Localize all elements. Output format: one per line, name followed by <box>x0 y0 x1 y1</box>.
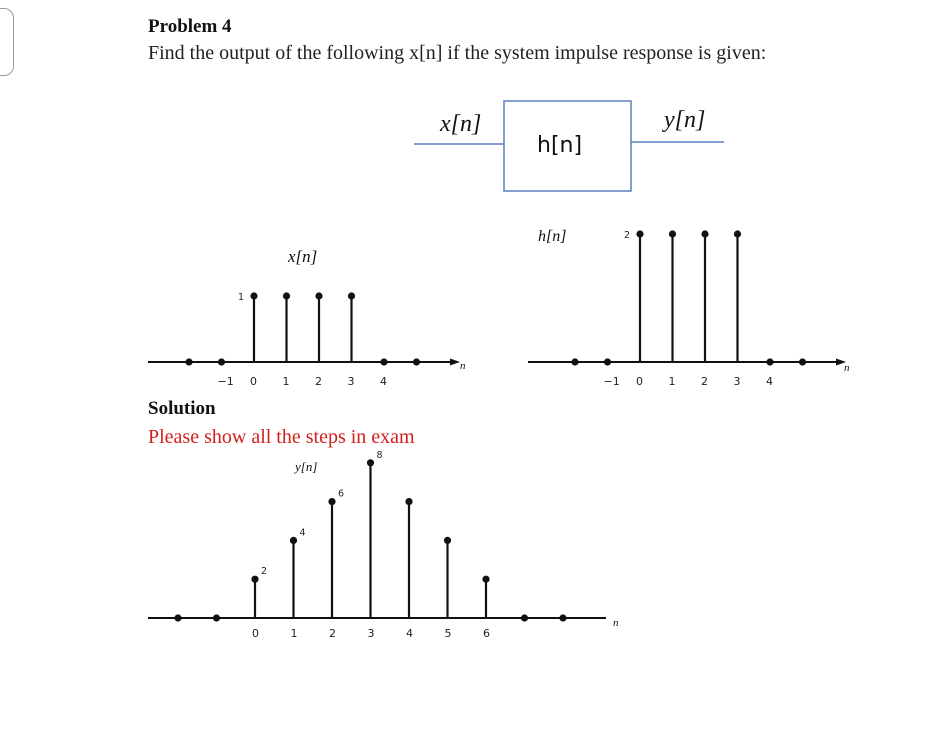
stem-point <box>283 292 290 299</box>
problem-question: Find the output of the following x[n] if the system impulse response is given: <box>148 42 767 64</box>
tick-label: 1 <box>668 375 676 388</box>
stem-point <box>213 614 220 621</box>
value-label: 2 <box>624 230 631 241</box>
block-input-label: x[n] <box>440 111 482 137</box>
stem-point <box>328 498 335 505</box>
stem-point <box>521 614 528 621</box>
tick-label: −1 <box>603 375 620 388</box>
stem-point <box>482 576 489 583</box>
value-label: 8 <box>376 449 383 461</box>
tick-label: 4 <box>766 375 773 388</box>
stem-point <box>405 498 412 505</box>
stem-point <box>218 358 225 365</box>
block-system-label: h[n] <box>537 133 583 158</box>
stem-point <box>571 358 578 365</box>
axis-n-label: n <box>613 617 619 629</box>
axis-n-label: n <box>844 362 850 374</box>
tick-label: 1 <box>282 375 290 388</box>
stem-point <box>290 537 297 544</box>
tick-label: 2 <box>315 375 322 388</box>
stem-point <box>367 459 374 466</box>
stem-point <box>413 358 420 365</box>
plot-y-n <box>148 450 619 640</box>
stem-point <box>701 230 708 237</box>
solution-heading: Solution <box>148 398 216 419</box>
tick-label: 2 <box>329 627 336 640</box>
stem-point <box>444 537 451 544</box>
tick-label: 1 <box>290 627 298 640</box>
stem-point <box>185 358 192 365</box>
value-label: 1 <box>238 292 245 303</box>
plot-x-n <box>148 247 466 388</box>
tick-label: 0 <box>250 375 257 388</box>
stem-point <box>734 230 741 237</box>
tick-label: 3 <box>347 375 355 388</box>
stem-point <box>315 292 322 299</box>
stem-point <box>559 614 566 621</box>
value-label: 2 <box>261 566 268 578</box>
tick-label: 6 <box>483 627 490 640</box>
tick-label: 4 <box>406 627 413 640</box>
plot-h-n <box>528 228 850 388</box>
tick-label: 0 <box>252 627 259 640</box>
block-diagram <box>414 101 724 191</box>
value-label: 4 <box>299 527 306 539</box>
stem-point <box>174 614 181 621</box>
tick-label: 2 <box>701 375 708 388</box>
tick-label: 5 <box>444 627 452 640</box>
value-label: 6 <box>338 488 345 500</box>
plot-title: x[n] <box>288 247 318 266</box>
stem-point <box>766 358 773 365</box>
tick-label: −1 <box>217 375 234 388</box>
axis-arrow <box>450 359 460 366</box>
tick-label: 4 <box>380 375 387 388</box>
stem-point <box>251 576 258 583</box>
tick-label: 3 <box>733 375 741 388</box>
solution-note: Please show all the steps in exam <box>148 426 415 448</box>
stem-point <box>669 230 676 237</box>
stem-point <box>799 358 806 365</box>
stem-point <box>250 292 257 299</box>
tick-label: 3 <box>367 627 375 640</box>
axis-n-label: n <box>460 360 466 372</box>
stem-point <box>380 358 387 365</box>
problem-title: Problem 4 <box>148 16 232 37</box>
stem-point <box>636 230 643 237</box>
stem-point <box>604 358 611 365</box>
stem-point <box>348 292 355 299</box>
plot-title: y[n] <box>295 459 318 474</box>
tick-label: 0 <box>636 375 643 388</box>
plot-title: h[n] <box>538 228 567 245</box>
block-output-label: y[n] <box>664 107 706 133</box>
